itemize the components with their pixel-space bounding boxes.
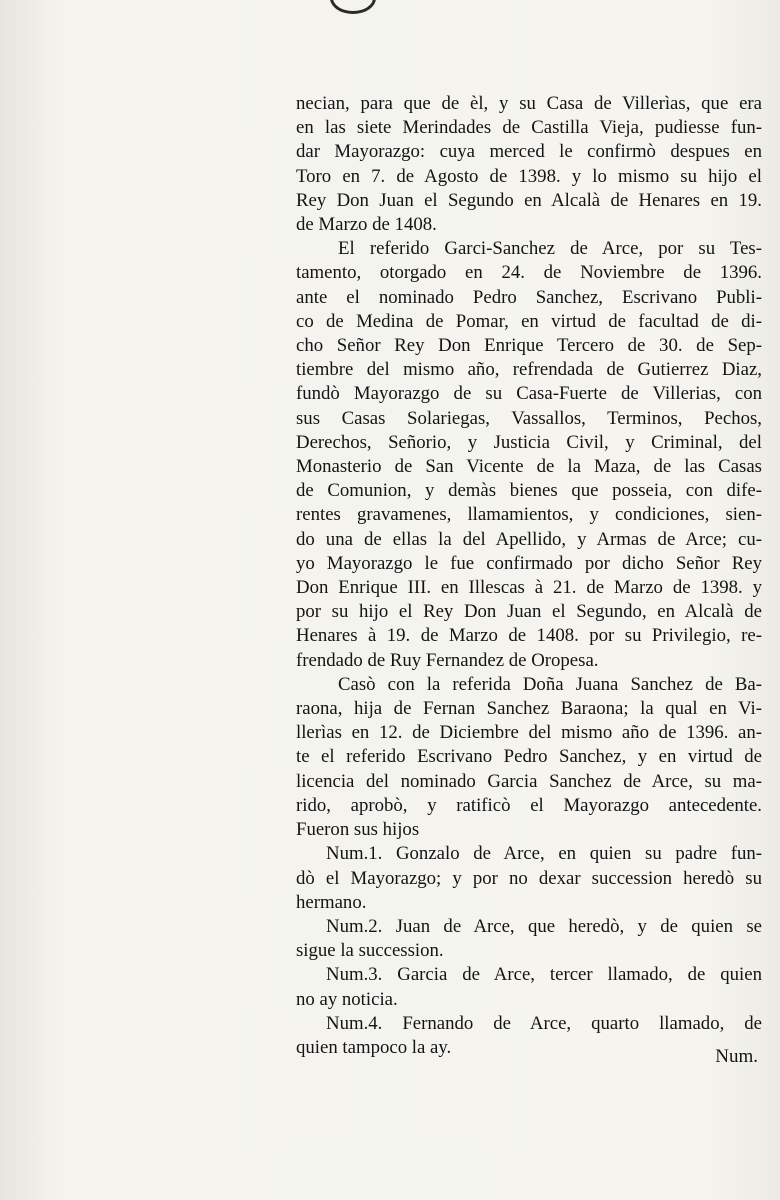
- text-line: en las siete Merindades de Castilla Vieja, pudiesse fun-: [296, 117, 762, 139]
- text-line: yo Mayorazgo le fue confirmado por dicho Señor Rey: [296, 552, 762, 574]
- text-line: raona, hija de Fernan Sanchez Baraona; la qual en Vi-: [296, 698, 762, 720]
- text-line: Derechos, Señorio, y Justicia Civil, y Criminal, del: [296, 431, 762, 453]
- text-line: llerìas en 12. de Diciembre del mismo año de 1396. an-: [296, 722, 762, 744]
- entry-num-1: [296, 842, 762, 915]
- text-line: sus Casas Solariegas, Vassallos, Terminos, Pechos,: [296, 407, 762, 429]
- paragraph-3: [296, 673, 762, 842]
- text-line: tamento, otorgado en 24. de Noviembre de 1396.: [296, 262, 762, 284]
- text-line: de Marzo de 1408.: [296, 214, 437, 236]
- paragraph-2: [296, 237, 762, 673]
- text-line: Henares à 19. de Marzo de 1408. por su Privilegio, re-: [296, 625, 762, 647]
- text-line: de Comunion, y demàs bienes que posseia, con dife-: [296, 480, 762, 502]
- text-line: necian, para que de èl, y su Casa de Villerìas, que era: [296, 93, 762, 114]
- text-line: rido, aprobò, y ratificò el Mayorazgo antecedente.: [296, 794, 762, 816]
- entry-num-2: [296, 915, 762, 963]
- document-body: [296, 92, 762, 1060]
- text-line: te el referido Escrivano Pedro Sanchez, y en virtud de: [296, 746, 762, 768]
- text-line: Toro en 7. de Agosto de 1398. y lo mismo su hijo el: [296, 165, 762, 187]
- text-line: do una de ellas la del Apellido, y Armas de Arce; cu-: [296, 528, 762, 550]
- text-line: fundò Mayorazgo de su Casa-Fuerte de Villerias, con: [296, 383, 762, 405]
- text-line: hermano.: [296, 891, 367, 913]
- text-line: no ay noticia.: [296, 988, 398, 1010]
- entry-num-3: [296, 963, 762, 1011]
- text-line: frendado de Ruy Fernandez de Oropesa.: [296, 649, 599, 671]
- text-line: dar Mayorazgo: cuya merced le confirmò despues en: [296, 141, 762, 163]
- text-line: tiembre del mismo año, refrendada de Gutierrez Diaz,: [296, 359, 762, 381]
- text-line: Monasterio de San Vicente de la Maza, de las Casas: [296, 456, 762, 478]
- text-line: cho Señor Rey Don Enrique Tercero de 30. de Sep-: [296, 335, 762, 357]
- text-line: Num.3. Garcia de Arce, tercer llamado, de quien: [326, 964, 762, 986]
- entry-num-4: [296, 1012, 762, 1060]
- paragraph-1: [296, 92, 762, 237]
- text-line: Rey Don Juan el Segundo en Alcalà de Henares en 19.: [296, 189, 762, 211]
- text-line: ante el nominado Pedro Sanchez, Escrivano Publi-: [296, 286, 762, 308]
- text-line: Fueron sus hijos: [296, 819, 420, 841]
- text-line: Num.1. Gonzalo de Arce, en quien su padre fun-: [326, 843, 762, 865]
- text-line: licencia del nominado Garcia Sanchez de Arce, su ma-: [296, 770, 762, 792]
- text-line: quien tampoco la ay.: [296, 1036, 452, 1058]
- text-line: Num.2. Juan de Arce, que heredò, y de quien se: [326, 915, 762, 937]
- text-line: dò el Mayorazgo; y por no dexar succession heredò su: [296, 867, 762, 889]
- text-line: sigue la succession.: [296, 940, 444, 962]
- text-line: por su hijo el Rey Don Juan el Segundo, en Alcalà de: [296, 601, 762, 623]
- text-line: Num.4. Fernando de Arce, quarto llamado, de: [326, 1012, 762, 1034]
- text-line: Casò con la referida Doña Juana Sanchez de Ba-: [338, 673, 762, 695]
- text-line: Don Enrique III. en Illescas à 21. de Marzo de 1398. y: [296, 577, 762, 599]
- text-line: co de Medina de Pomar, en virtud de facultad de di-: [296, 310, 762, 332]
- text-line: rentes gravamenes, llamamientos, y condiciones, sien-: [296, 504, 762, 526]
- catchword: Num.: [715, 1046, 758, 1067]
- text-line: El referido Garci-Sanchez de Arce, por su Tes-: [338, 238, 762, 260]
